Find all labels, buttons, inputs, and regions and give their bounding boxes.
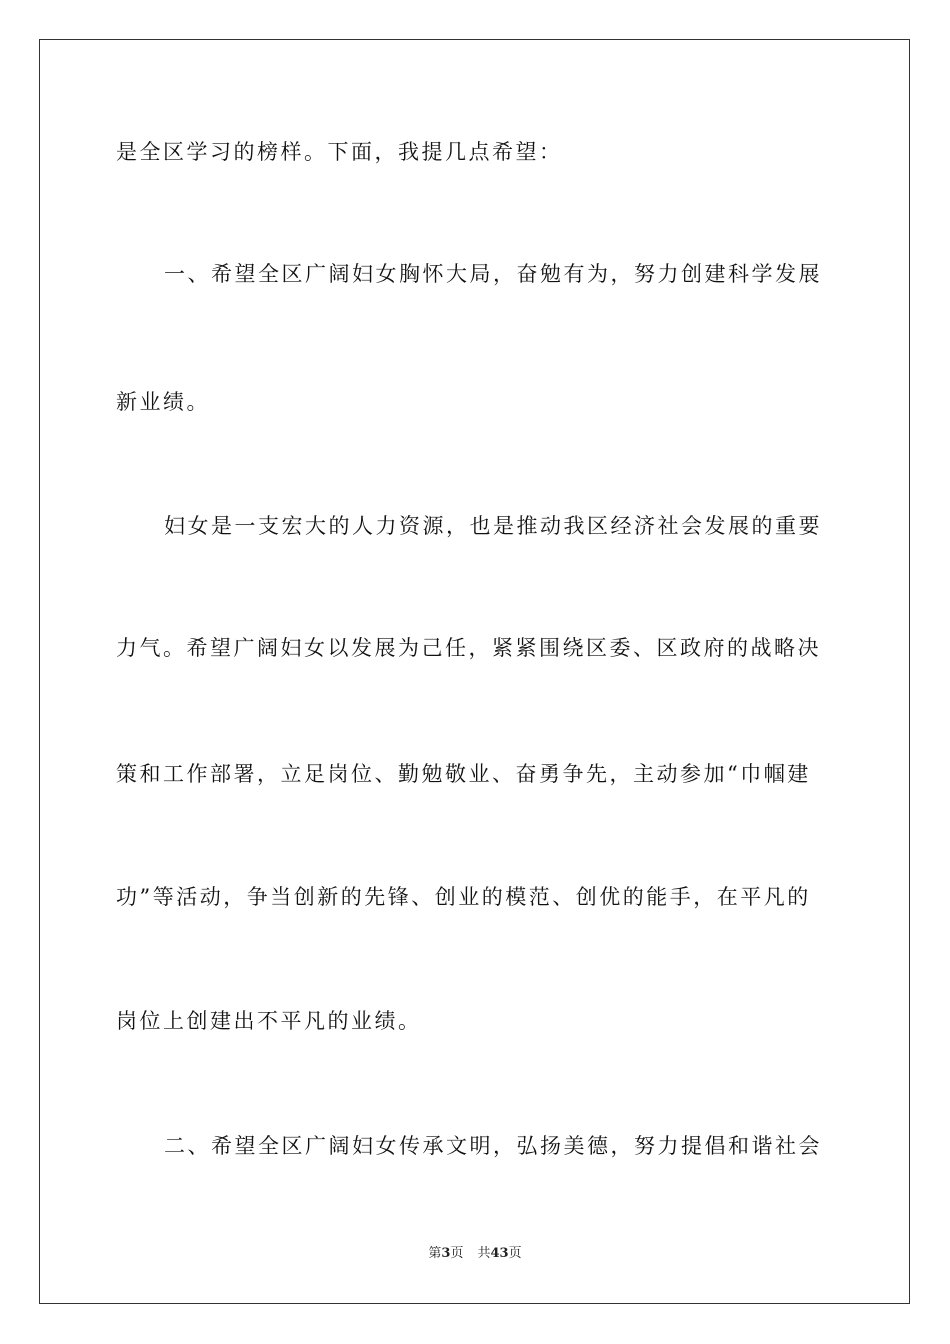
- page-footer: [0, 1245, 950, 1263]
- footer-page-prefix: 第: [428, 1246, 442, 1261]
- page-border: [39, 39, 910, 1304]
- footer-total-prefix: 共: [477, 1246, 491, 1261]
- text-line-7: 功”等活动，争当创新的先锋、创业的模范、创优的能手，在平凡的: [116, 885, 811, 909]
- text-line-9: 二、希望全区广阔妇女传承文明，弘扬美德，努力提倡和谐社会: [164, 1134, 822, 1158]
- text-line-2: 一、希望全区广阔妇女胸怀大局，奋勉有为，努力创建科学发展: [164, 262, 822, 286]
- footer-total-suffix: 页: [508, 1246, 522, 1261]
- text-line-5: 力气。希望广阔妇女以发展为己任，紧紧围绕区委、区政府的战略决: [116, 636, 821, 660]
- footer-page-suffix: 页: [450, 1246, 464, 1261]
- text-line-3: 新业绩。: [116, 390, 210, 414]
- text-line-4: 妇女是一支宏大的人力资源，也是推动我区经济社会发展的重要: [164, 514, 822, 538]
- text-line-1: 是全区学习的榜样。下面，我提几点希望：: [116, 140, 563, 164]
- footer-total-pages: 43: [490, 1246, 509, 1261]
- text-line-6: 策和工作部署，立足岗位、勤勉敬业、奋勇争先，主动参加“巾帼建: [116, 762, 811, 786]
- text-line-8: 岗位上创建出不平凡的业绩。: [116, 1009, 422, 1033]
- footer-page-number: 3: [441, 1246, 451, 1261]
